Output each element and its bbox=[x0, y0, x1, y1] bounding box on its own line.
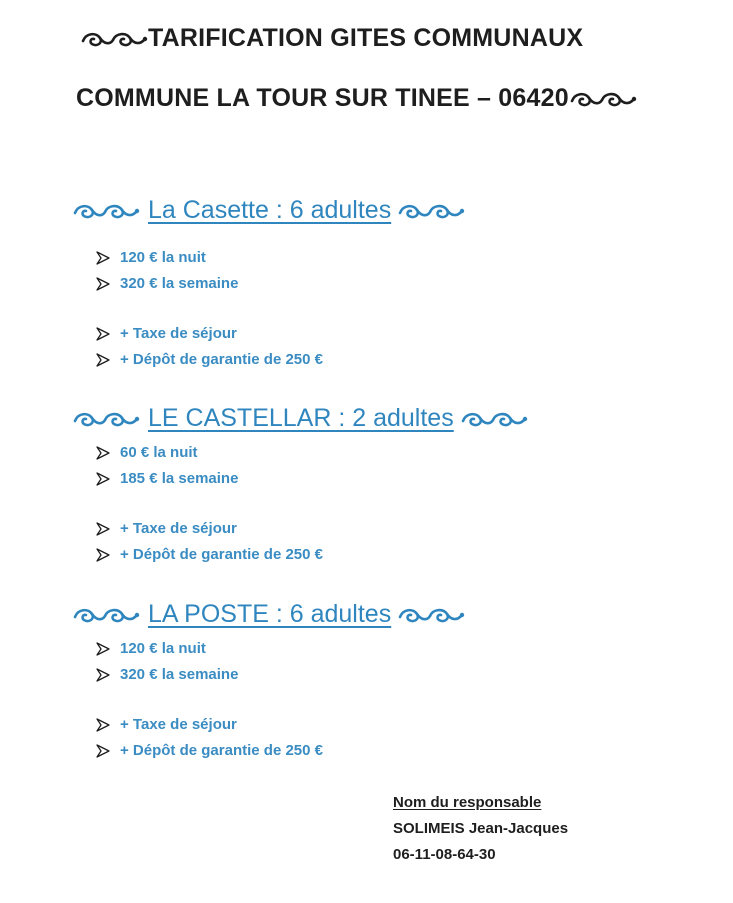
ornament-icon bbox=[72, 604, 140, 626]
price-text: 60 € la nuit bbox=[120, 444, 198, 461]
arrow-bullet-icon bbox=[96, 642, 110, 656]
spacer bbox=[96, 492, 323, 516]
list-item bbox=[96, 542, 323, 568]
list-item bbox=[96, 662, 323, 688]
ornament-icon bbox=[80, 28, 148, 50]
contact-name: SOLIMEIS Jean-Jacques bbox=[393, 820, 569, 837]
section-title: LA POSTE : 6 adultes bbox=[148, 600, 392, 628]
section-heading-le-castellar bbox=[72, 404, 528, 433]
price-text: 320 € la semaine bbox=[120, 666, 239, 683]
price-list-la-casette bbox=[96, 245, 323, 373]
ornament-icon bbox=[72, 200, 140, 222]
ornament-icon bbox=[569, 88, 637, 110]
extra-text: + Taxe de séjour bbox=[120, 716, 237, 733]
section-heading-la-casette bbox=[72, 196, 465, 225]
page-subtitle: COMMUNE LA TOUR SUR TINEE – 06420 bbox=[76, 84, 569, 112]
section-title: La Casette : 6 adultes bbox=[148, 196, 392, 224]
list-item bbox=[96, 636, 323, 662]
arrow-bullet-icon bbox=[96, 472, 110, 486]
price-list-la-poste bbox=[96, 636, 323, 764]
arrow-bullet-icon bbox=[96, 277, 110, 291]
list-item bbox=[96, 466, 323, 492]
section-heading-la-poste bbox=[72, 600, 465, 629]
arrow-bullet-icon bbox=[96, 353, 110, 367]
ornament-icon bbox=[72, 408, 140, 430]
price-text: 120 € la nuit bbox=[120, 249, 206, 266]
contact-block bbox=[393, 790, 568, 868]
arrow-bullet-icon bbox=[96, 446, 110, 460]
list-item bbox=[96, 440, 323, 466]
section-title: LE CASTELLAR : 2 adultes bbox=[148, 404, 454, 432]
arrow-bullet-icon bbox=[96, 548, 110, 562]
list-item bbox=[96, 321, 323, 347]
list-item bbox=[96, 271, 323, 297]
extra-text: + Taxe de séjour bbox=[120, 520, 237, 537]
list-item bbox=[96, 738, 323, 764]
list-item bbox=[96, 516, 323, 542]
ornament-icon bbox=[397, 200, 465, 222]
list-item bbox=[96, 245, 323, 271]
arrow-bullet-icon bbox=[96, 522, 110, 536]
arrow-bullet-icon bbox=[96, 251, 110, 265]
page-title: TARIFICATION GITES COMMUNAUX bbox=[148, 24, 584, 52]
extra-text: + Dépôt de garantie de 250 € bbox=[120, 742, 323, 759]
ornament-icon bbox=[460, 408, 528, 430]
price-text: 120 € la nuit bbox=[120, 640, 206, 657]
arrow-bullet-icon bbox=[96, 718, 110, 732]
arrow-bullet-icon bbox=[96, 668, 110, 682]
arrow-bullet-icon bbox=[96, 744, 110, 758]
price-list-le-castellar bbox=[96, 440, 323, 568]
extra-text: + Taxe de séjour bbox=[120, 325, 237, 342]
spacer bbox=[96, 688, 323, 712]
contact-phone: 06-11-08-64-30 bbox=[393, 846, 496, 863]
list-item bbox=[96, 712, 323, 738]
extra-text: + Dépôt de garantie de 250 € bbox=[120, 546, 323, 563]
arrow-bullet-icon bbox=[96, 327, 110, 341]
contact-label: Nom du responsable bbox=[393, 794, 542, 811]
spacer bbox=[96, 297, 323, 321]
price-text: 320 € la semaine bbox=[120, 275, 239, 292]
price-text: 185 € la semaine bbox=[120, 470, 239, 487]
extra-text: + Dépôt de garantie de 250 € bbox=[120, 351, 323, 368]
ornament-icon bbox=[397, 604, 465, 626]
list-item bbox=[96, 347, 323, 373]
